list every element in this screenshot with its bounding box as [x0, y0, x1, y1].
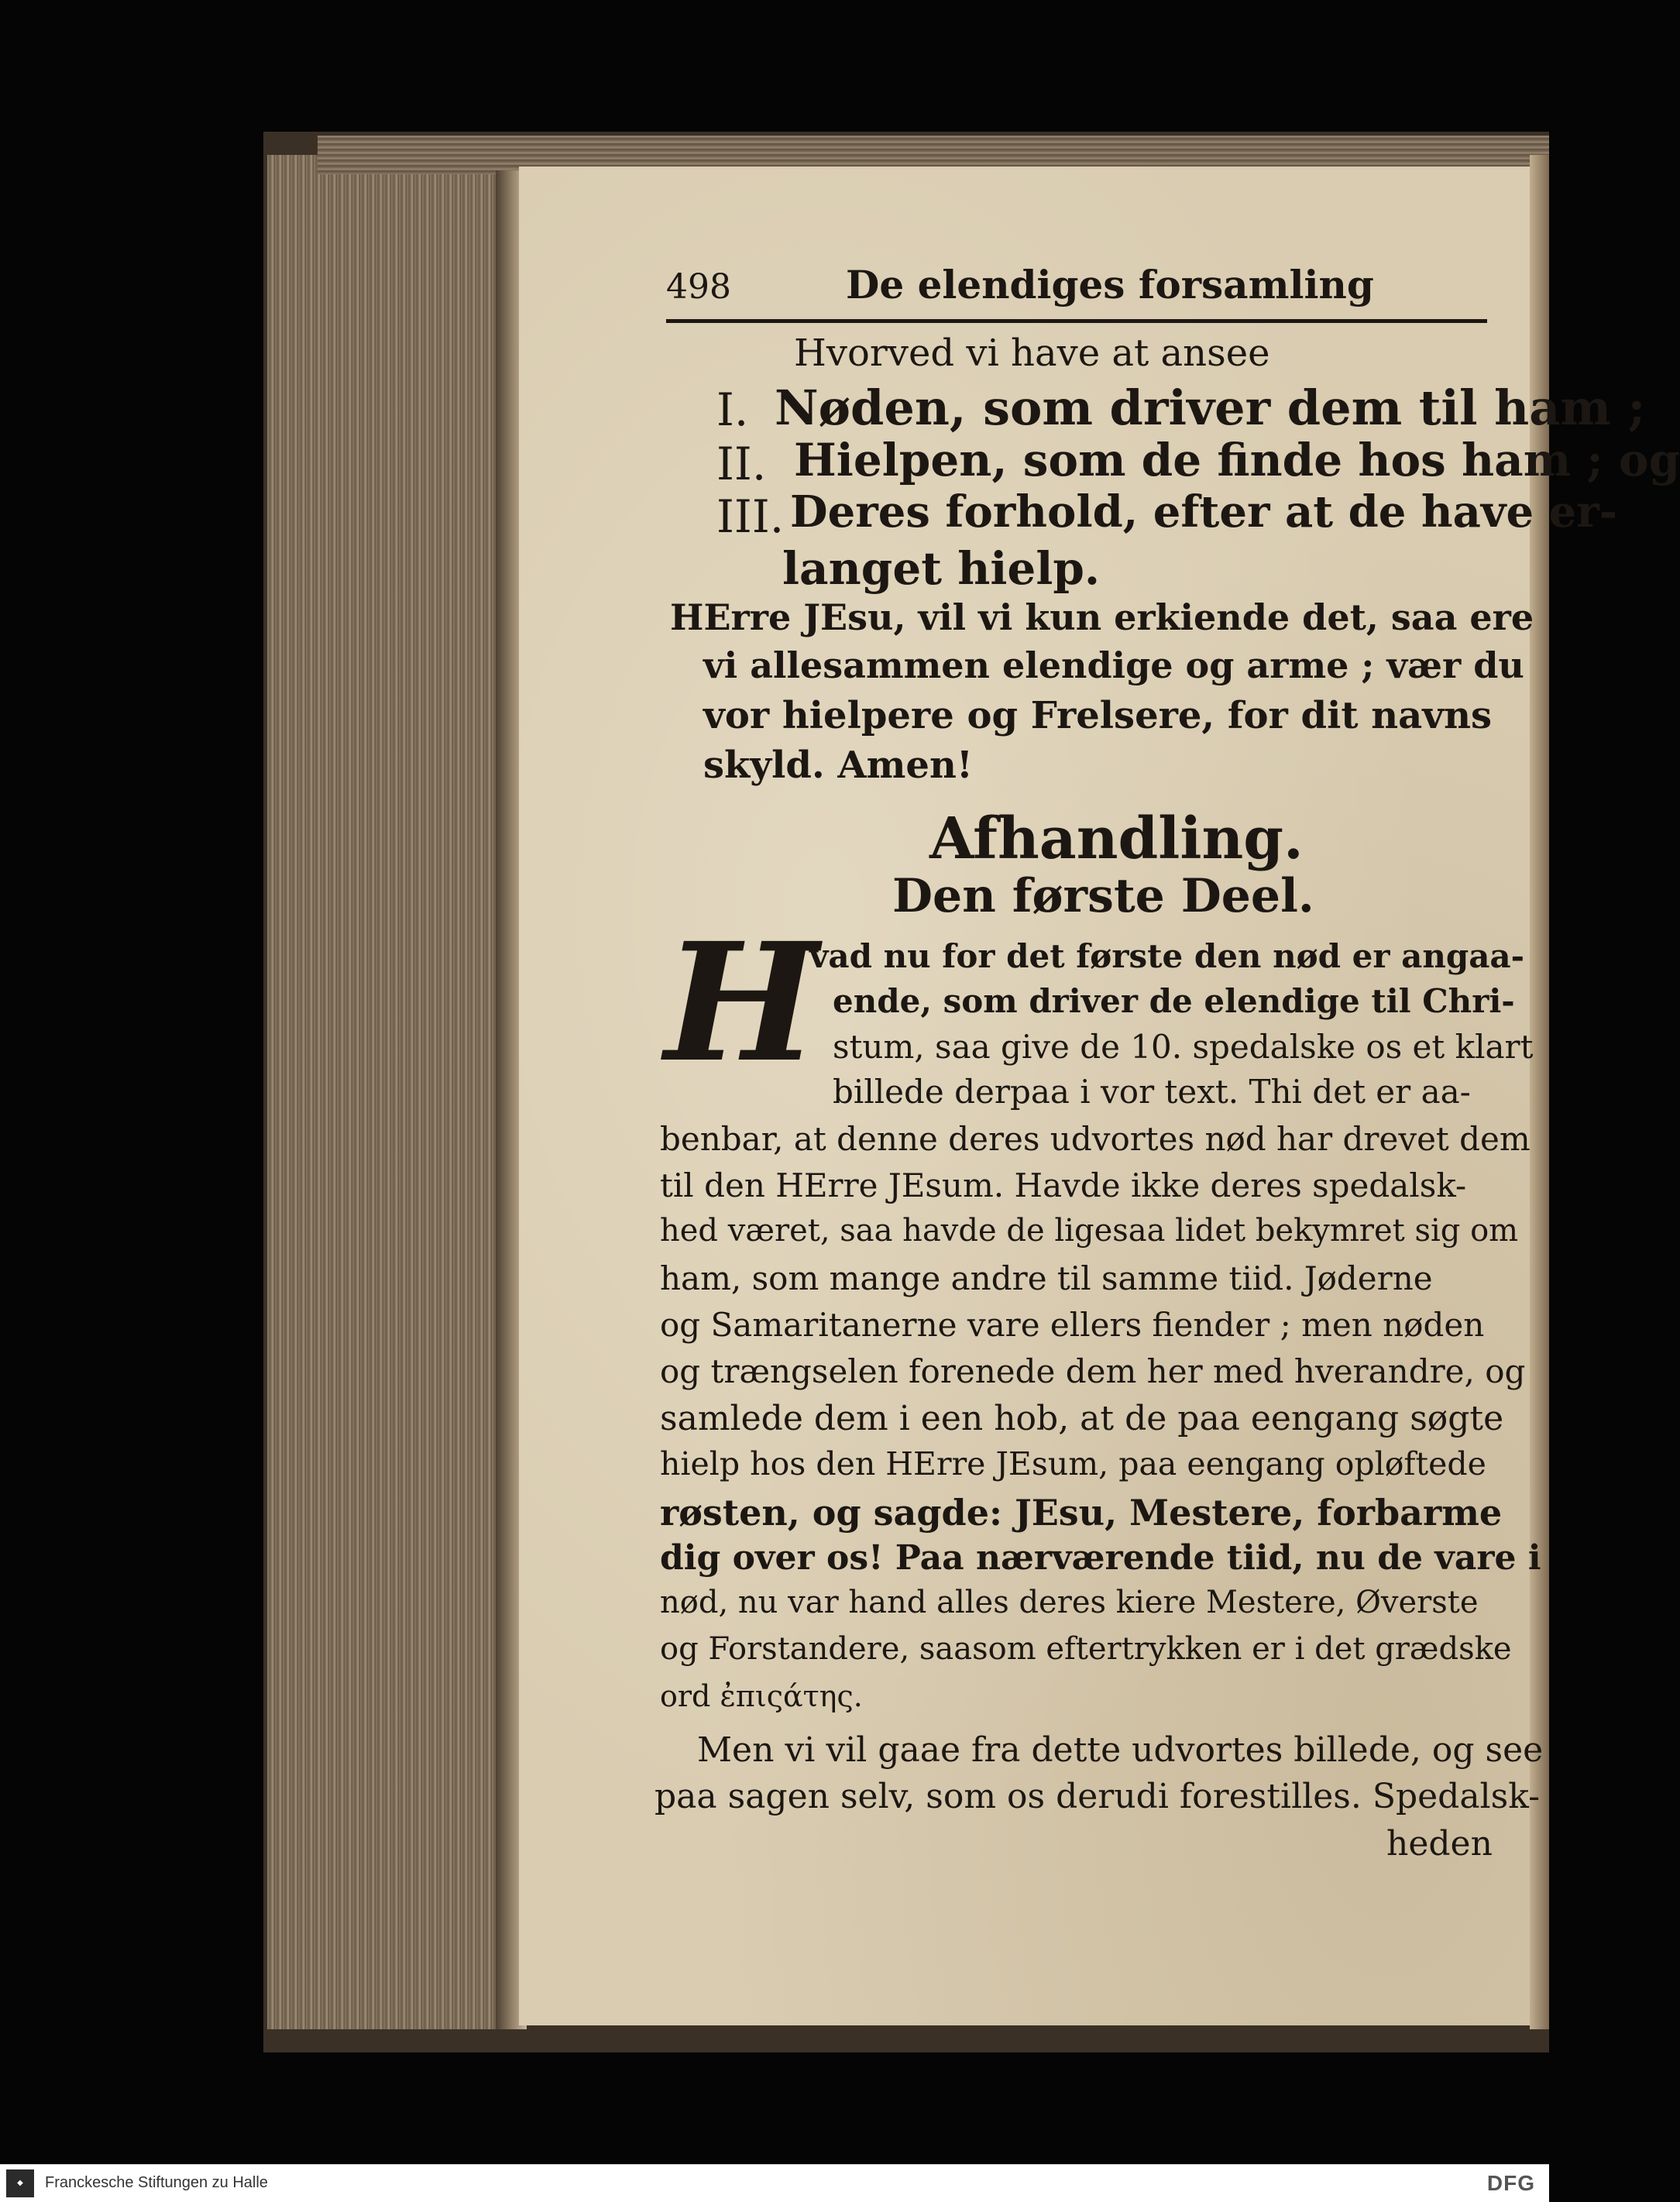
outline-item-3-cont: langet hielp. [782, 542, 1101, 595]
page-number: 498 [666, 267, 731, 307]
body-line-12: og Forstandere, saasom eftertrykken er i det grædske [660, 1631, 1512, 1667]
body-line-13: ord ἐπιςάτης. [660, 1679, 863, 1713]
body-line-6: og trængselen forenede dem her med hverandre, og [660, 1352, 1526, 1390]
body-line-7: samlede dem i een hob, at de paa eengang søgte [660, 1399, 1504, 1438]
dfg-logo: DFG [1486, 2171, 1535, 2195]
body-line-8: hielp hos den HErre JEsum, paa eengang opløftede [660, 1445, 1486, 1482]
body-line-9: røsten, og sagde: JEsu, Mestere, forbarme [660, 1492, 1503, 1534]
institution-logo: ◆ [6, 2169, 34, 2197]
body-line-11: nød, nu var hand alles deres kiere Mestere, Øverste [660, 1585, 1479, 1620]
body-initial-line-3: stum, saa give de 10. spedalske os et klart [833, 1028, 1534, 1066]
prayer-line-3: vor hielpere og Frelsere, for dit navns [703, 694, 1493, 737]
prayer-line-4: skyld. Amen! [703, 744, 973, 787]
body-initial-line-1: vad nu for det første den nød er angaa- [809, 937, 1525, 975]
body-line-3: hed været, saa havde de ligesaa lidet bekymret sig om [660, 1213, 1519, 1249]
outline-intro: Hvorved vi have at ansee [794, 332, 1270, 375]
section-title: Afhandling. [929, 806, 1304, 872]
paragraph2-line-2: paa sagen selv, som os derudi forestilles. Spedalsk- [654, 1777, 1540, 1816]
outline-item-3: Deres forhold, efter at de have er- [790, 486, 1617, 538]
body-line-4: ham, som mange andre til samme tiid. Jøderne [660, 1259, 1433, 1297]
body-line-10: dig over os! Paa nærværende tiid, nu de vare i [660, 1538, 1541, 1578]
section-subtitle: Den første Deel. [892, 869, 1314, 923]
body-line-5: og Samaritanerne vare ellers fiender ; men nøden [660, 1306, 1485, 1344]
outline-item-2: Hielpen, som de finde hos ham ; og [794, 434, 1680, 486]
outline-numeral-1: I. [716, 383, 749, 436]
body-initial-line-2: ende, som driver de elendige til Chri- [833, 982, 1515, 1020]
body-line-1: benbar, at denne deres udvortes nød har drevet dem [660, 1120, 1531, 1158]
body-initial-line-4: billede derpaa i vor text. Thi det er aa- [833, 1073, 1471, 1111]
prayer-line-2: vi allesammen elendige og arme ; vær du [703, 644, 1524, 686]
page-edges-left [267, 155, 515, 2029]
outline-item-1: Nøden, som driver dem til ham ; [775, 380, 1646, 436]
catchword: heden [1386, 1824, 1493, 1864]
paragraph2-line-1: Men vi vil gaae fra dette udvortes billede, og see [697, 1730, 1544, 1770]
body-line-2: til den HErre JEsum. Havde ikke deres spedalsk- [660, 1166, 1467, 1204]
outline-numeral-2: II. [716, 438, 767, 490]
header-rule [666, 319, 1487, 323]
viewer-footer [0, 2164, 1549, 2202]
outline-numeral-3: III. [716, 490, 785, 543]
running-title: De elendiges forsamling [846, 262, 1374, 307]
decorated-initial: H [665, 907, 819, 1098]
prayer-line-1: HErre JEsu, vil vi kun erkiende det, saa ere [670, 596, 1534, 638]
institution-label: Franckesche Stiftungen zu Halle [45, 2174, 268, 2191]
